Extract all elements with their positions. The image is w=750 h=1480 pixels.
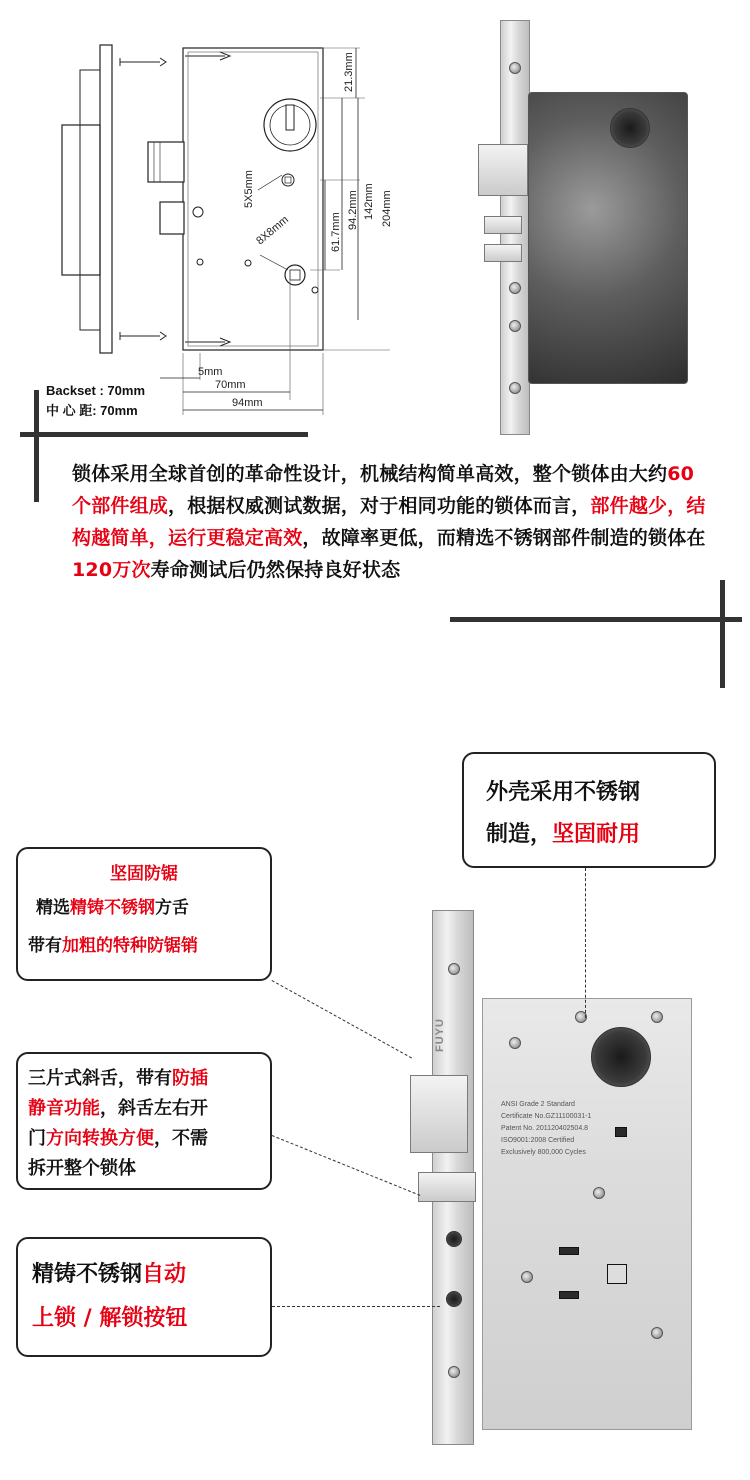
callout-shell [462, 752, 716, 868]
intro-highlight-parts: 60个部件组成 [72, 463, 695, 517]
leader-shell [585, 868, 586, 1018]
intro-text-3: ，故障率更低，而精选不锈钢部件制造的锁体在 [302, 527, 706, 549]
engraving-line: Certificate No.GZ11100031-1 [501, 1113, 592, 1120]
callout-latch [16, 1052, 272, 1190]
intro-text-2: ，根据权威测试数据，对于相同功能的锁体而言， [168, 495, 591, 517]
latch-text-1: 三片式斜舌，带有 [28, 1068, 172, 1089]
leader-latch [272, 1135, 421, 1196]
dim-94: 94mm [232, 397, 263, 409]
latch-highlight-1: 防插 [172, 1068, 208, 1089]
latch-bolt [418, 1172, 476, 1202]
intro-text-4: 寿命测试后仍然保持良好状态 [150, 559, 401, 581]
shell-text-2: 制造， [486, 822, 553, 847]
deadbolt [410, 1075, 468, 1153]
anti-saw-text-2a: 带有 [28, 936, 62, 956]
dim-5x5: 5X5mm [243, 170, 255, 208]
latch-text-5: 拆开整个锁体 [28, 1158, 136, 1179]
dim-8x8: 8X8mm [254, 213, 291, 248]
anti-saw-highlight-2: 加粗的特种防锯销 [62, 936, 198, 956]
divider-left-vertical [34, 390, 39, 502]
latch-text-4: ，不需 [154, 1128, 208, 1149]
anti-saw-highlight-1: 精铸不锈钢 [70, 898, 155, 918]
intro-text-1: 锁体采用全球首创的革命性设计，机械结构简单高效，整个锁体由大约 [72, 463, 668, 485]
brand-logo: FUYU [433, 1018, 446, 1052]
anti-saw-text-1c: 方舌 [155, 898, 189, 918]
dim-21-3: 21.3mm [343, 52, 355, 92]
latch-highlight-2: 静音功能 [28, 1098, 100, 1119]
dim-94-2: 94.2mm [347, 190, 359, 230]
shell-text-1: 外壳采用不锈钢 [486, 780, 641, 805]
button-highlight-2: 上锁 / 解锁按钮 [32, 1306, 188, 1331]
engraving-line: ANSI Grade 2 Standard [501, 1101, 575, 1108]
callout-anti-saw [16, 847, 272, 981]
intro-highlight-simple: 部件越少，结构越简单，运行更稳定高效 [72, 495, 706, 549]
case-engraving [501, 1099, 651, 1159]
latch-text-3: 门 [28, 1128, 46, 1149]
anti-saw-text-1a: 精选 [36, 898, 70, 918]
engraving-line: Patent No. 201120402504.8 [501, 1125, 589, 1132]
backset-label-en: Backset : 70mm [46, 383, 145, 398]
latch-highlight-3: 方向转换方便 [46, 1128, 154, 1149]
technical-drawing [20, 30, 393, 425]
lock-body-closed-photo [400, 910, 700, 1445]
dim-5: 5mm [198, 366, 223, 378]
divider-right-vertical [720, 580, 725, 688]
cylinder-hole [591, 1027, 651, 1087]
callout-button [16, 1237, 272, 1357]
divider-left-horizontal [20, 432, 308, 437]
intro-highlight-cycles: 120万次 [72, 559, 151, 581]
dim-204: 204mm [381, 190, 393, 227]
dim-142: 142mm [363, 183, 375, 220]
divider-right-horizontal [450, 617, 742, 622]
backset-label-cn: 中 心 距: 70mm [46, 403, 138, 418]
intro-paragraph [72, 458, 712, 586]
latch-text-2: ，斜舌左右开 [100, 1098, 208, 1119]
button-text-1: 精铸不锈钢 [32, 1262, 143, 1287]
anti-saw-title: 坚固防锯 [110, 864, 178, 884]
lock-case [482, 998, 692, 1430]
leader-anti-saw [272, 980, 412, 1058]
leader-button [272, 1306, 440, 1307]
dim-70: 70mm [215, 379, 246, 391]
engraving-line: Exclusively 800,000 Cycles [501, 1149, 586, 1156]
lock-body-open-photo [470, 20, 695, 435]
dim-61-7: 61.7mm [330, 212, 342, 252]
button-highlight-1: 自动 [142, 1262, 187, 1287]
shell-highlight: 坚固耐用 [552, 822, 641, 847]
engraving-line: ISO9001:2008 Certified [501, 1137, 575, 1144]
